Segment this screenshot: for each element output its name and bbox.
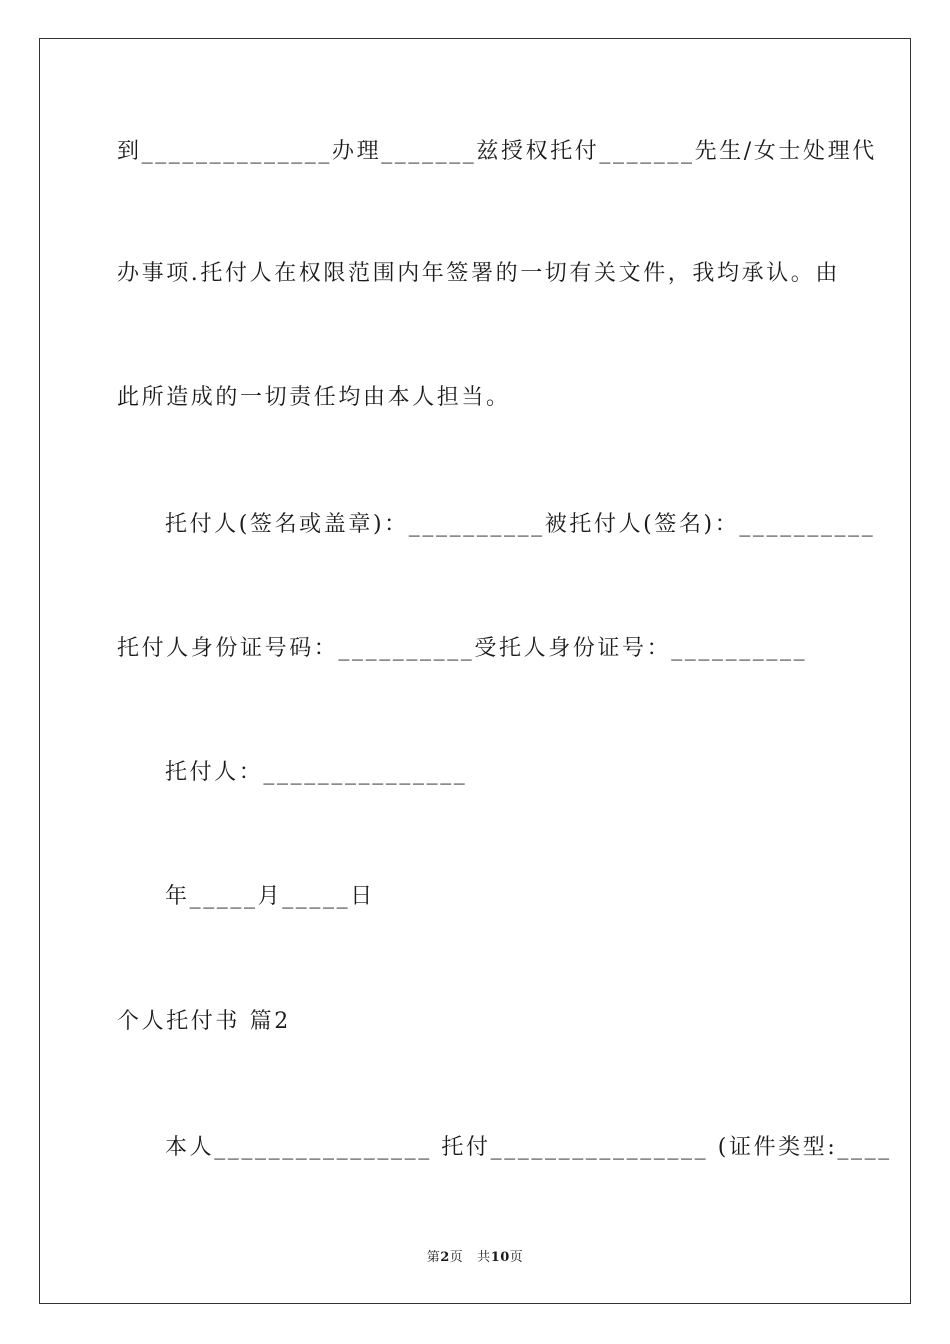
body-line-1: 到______________办理_______兹授权托付_______先生/女士处理代 (117, 139, 877, 164)
footer-page-number: 2 (440, 1250, 450, 1265)
principal-line: 托付人：_______________ (165, 760, 468, 785)
section-heading: 个人托付书 篇2 (117, 1009, 291, 1034)
body-line-3: 此所造成的一切责任均由本人担当。 (117, 385, 511, 410)
signature-line: 托付人(签名或盖章)：__________被托付人(签名)：__________ (165, 512, 876, 537)
footer-page-suffix: 页 (449, 1250, 464, 1265)
page-frame (39, 38, 911, 1304)
date-line: 年_____月_____日 (165, 884, 375, 909)
footer-total-prefix: 共 (477, 1250, 491, 1265)
id-number-line: 托付人身份证号码：__________受托人身份证号：__________ (117, 636, 808, 661)
page-footer (0, 1246, 950, 1265)
footer-total-suffix: 页 (509, 1250, 524, 1265)
body-line-2: 办事项.托付人在权限范围内年签署的一切有关文件，我均承认。由 (117, 261, 840, 286)
footer-total-pages: 10 (490, 1250, 510, 1265)
body-line-section2: 本人________________ 托付________________ (证件类型:____ (165, 1135, 892, 1160)
footer-page-prefix: 第 (426, 1250, 441, 1265)
